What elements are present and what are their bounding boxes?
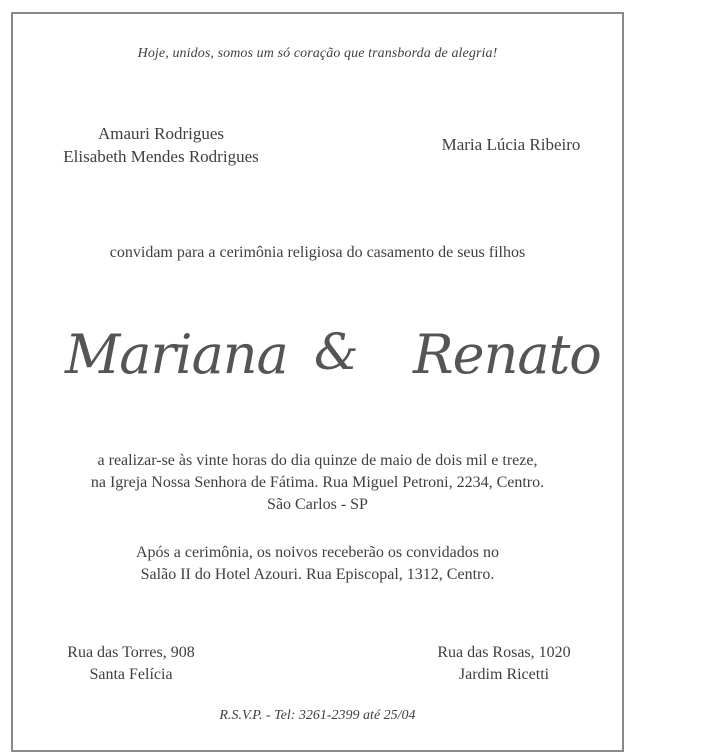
- ceremony-line: a realizar-se às vinte horas do dia quinze de maio de dois mil e treze,: [97, 452, 538, 469]
- bride-name: Mariana: [65, 323, 288, 386]
- couple-names: [13, 319, 622, 399]
- parent-name: Amauri Rodrigues: [97, 124, 225, 143]
- address-line: Rua das Rosas, 1020: [437, 644, 571, 661]
- groom-name: Renato: [413, 323, 601, 386]
- ampersand: &: [314, 323, 359, 381]
- bride-family-address: [409, 642, 599, 686]
- parent-name: Maria Lúcia Ribeiro: [441, 135, 581, 154]
- reception-line: Após a cerimônia, os noivos receberão os convidados no: [135, 544, 499, 561]
- reception-details: [13, 542, 622, 586]
- address-line: Rua das Torres, 908: [67, 644, 195, 661]
- address-line: Santa Felícia: [89, 666, 173, 683]
- bride-parent: [401, 135, 621, 155]
- rsvp-line: R.S.V.P. - Tel: 3261-2399 até 25/04: [219, 708, 416, 723]
- invitation-text: convidam para a cerimônia religiosa do casamento de seus filhos: [109, 244, 526, 261]
- invitation-card: [11, 12, 624, 752]
- ceremony-line: São Carlos - SP: [267, 496, 368, 513]
- reception-line: Salão II do Hotel Azouri. Rua Episcopal, 1312, Centro.: [140, 566, 495, 583]
- ceremony-line: na Igreja Nossa Senhora de Fátima. Rua Miguel Petroni, 2234, Centro.: [90, 474, 545, 491]
- ceremony-details: [13, 450, 622, 516]
- tagline: Hoje, unidos, somos um só coração que transborda de alegria!: [137, 46, 498, 61]
- address-line: Jardim Ricetti: [458, 666, 550, 683]
- groom-family-address: [41, 642, 221, 686]
- parent-name: Elisabeth Mendes Rodrigues: [63, 147, 259, 166]
- groom-parents: [31, 122, 291, 168]
